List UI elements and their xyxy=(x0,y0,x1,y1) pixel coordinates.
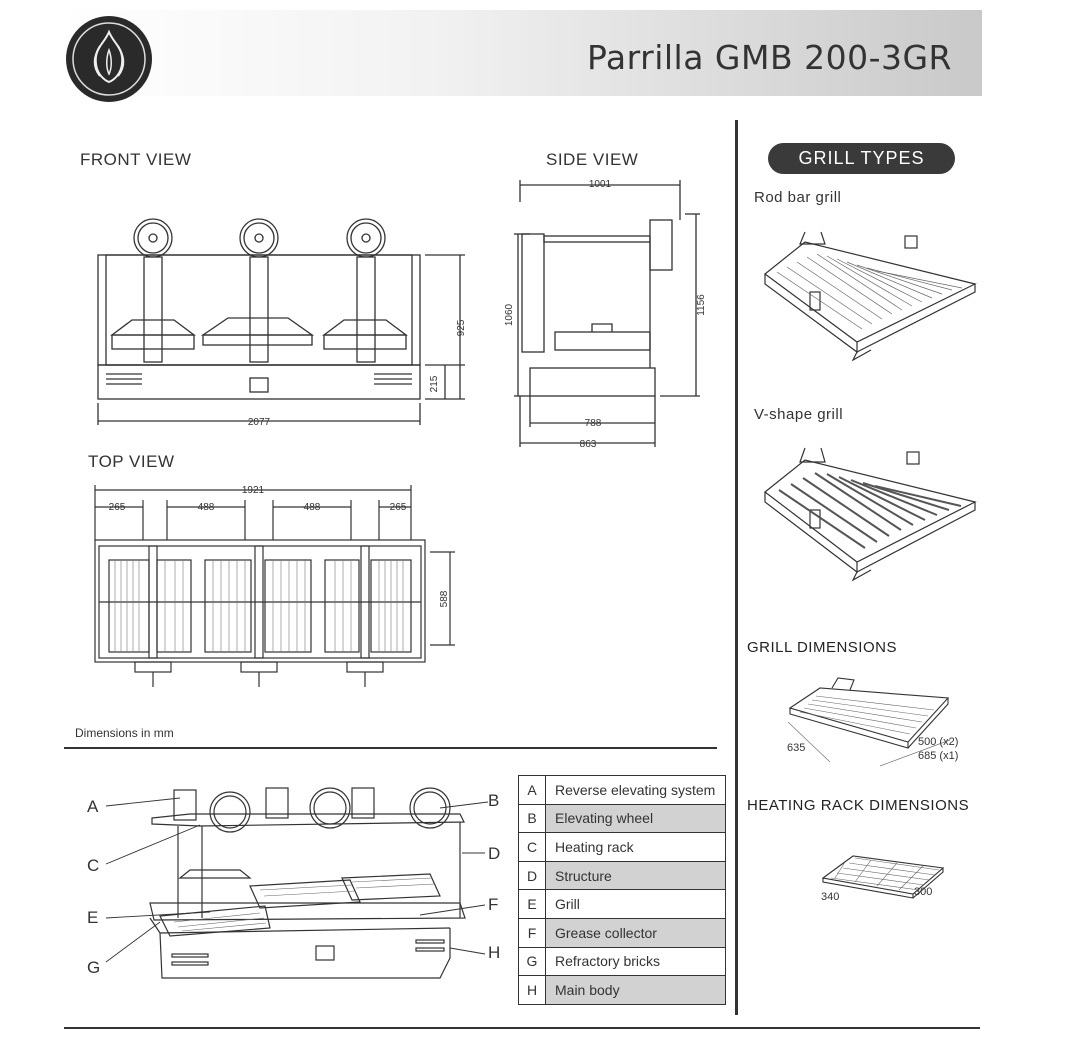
callout-e: E xyxy=(87,908,99,927)
legend-key: F xyxy=(519,918,546,947)
callout-d: D xyxy=(488,844,501,863)
legend-label: Main body xyxy=(546,976,726,1005)
heating-rack-b-dim: 300 xyxy=(914,886,933,898)
rod-bar-grill-drawing xyxy=(755,222,980,362)
callout-b: B xyxy=(488,791,500,810)
callout-g: G xyxy=(87,958,101,977)
legend-label: Structure xyxy=(546,861,726,890)
legend-key: E xyxy=(519,890,546,919)
side-total-dim: 863 xyxy=(579,439,597,450)
side-right-dim: 1156 xyxy=(696,294,707,316)
legend-key: H xyxy=(519,976,546,1005)
front-height-dim: 925 xyxy=(456,319,467,337)
grill-types-heading: GRILL TYPES xyxy=(768,143,955,174)
column-divider xyxy=(735,120,738,1015)
grill-width-a-dim: 500 (x2) xyxy=(918,736,959,748)
legend-row xyxy=(519,804,726,833)
callout-lines xyxy=(80,790,500,980)
page-title: Parrilla GMB 200-3GR xyxy=(587,38,952,77)
legend-key: G xyxy=(519,947,546,976)
legend-row xyxy=(519,833,726,862)
parts-legend-table xyxy=(518,775,726,1005)
top-view-drawing xyxy=(85,480,465,695)
section-divider xyxy=(64,747,717,749)
top-view-label: TOP VIEW xyxy=(88,452,175,471)
top-depth-dim: 588 xyxy=(439,590,450,608)
top-seg-b-dim: 488 xyxy=(197,502,215,513)
v-shape-grill-label: V-shape grill xyxy=(754,406,844,423)
side-top-dim: 1001 xyxy=(588,179,612,190)
legend-key: A xyxy=(519,776,546,805)
legend-label: Grease collector xyxy=(546,918,726,947)
legend-label: Grill xyxy=(546,890,726,919)
legend-label: Reverse elevating system xyxy=(546,776,726,805)
heating-rack-a-dim: 340 xyxy=(821,891,840,903)
top-seg-c-dim: 488 xyxy=(303,502,321,513)
brand-logo-icon xyxy=(64,14,154,104)
top-seg-d-dim: 265 xyxy=(389,502,407,513)
legend-key: C xyxy=(519,833,546,862)
footer-divider xyxy=(64,1027,980,1029)
legend-label: Refractory bricks xyxy=(546,947,726,976)
top-seg-a-dim: 265 xyxy=(108,502,126,513)
callout-h: H xyxy=(488,943,501,962)
side-left-dim: 1060 xyxy=(504,303,515,327)
legend-row xyxy=(519,890,726,919)
front-base-dim: 215 xyxy=(429,375,440,393)
callout-f: F xyxy=(488,895,499,914)
rod-bar-grill-label: Rod bar grill xyxy=(754,189,842,206)
grill-depth-dim: 635 xyxy=(787,742,806,754)
legend-label: Heating rack xyxy=(546,833,726,862)
legend-row xyxy=(519,976,726,1005)
legend-row xyxy=(519,947,726,976)
legend-label: Elevating wheel xyxy=(546,804,726,833)
callout-c: C xyxy=(87,856,100,875)
top-total-dim: 1921 xyxy=(241,485,265,496)
legend-row xyxy=(519,776,726,805)
legend-key: B xyxy=(519,804,546,833)
side-view-drawing xyxy=(500,172,720,457)
units-note: Dimensions in mm xyxy=(75,726,174,740)
heating-rack-drawing xyxy=(815,848,955,913)
front-view-label: FRONT VIEW xyxy=(80,150,192,169)
grill-width-b-dim: 685 (x1) xyxy=(918,750,959,762)
side-base-dim: 788 xyxy=(584,418,602,429)
v-shape-grill-drawing xyxy=(755,440,980,585)
heating-rack-title: HEATING RACK DIMENSIONS xyxy=(747,797,970,814)
grill-dimensions-title: GRILL DIMENSIONS xyxy=(747,639,897,656)
front-width-dim: 2077 xyxy=(247,417,271,428)
side-view-label: SIDE VIEW xyxy=(546,150,639,169)
legend-row xyxy=(519,918,726,947)
callout-a: A xyxy=(87,797,99,816)
legend-key: D xyxy=(519,861,546,890)
legend-row xyxy=(519,861,726,890)
front-view-drawing xyxy=(80,210,480,435)
